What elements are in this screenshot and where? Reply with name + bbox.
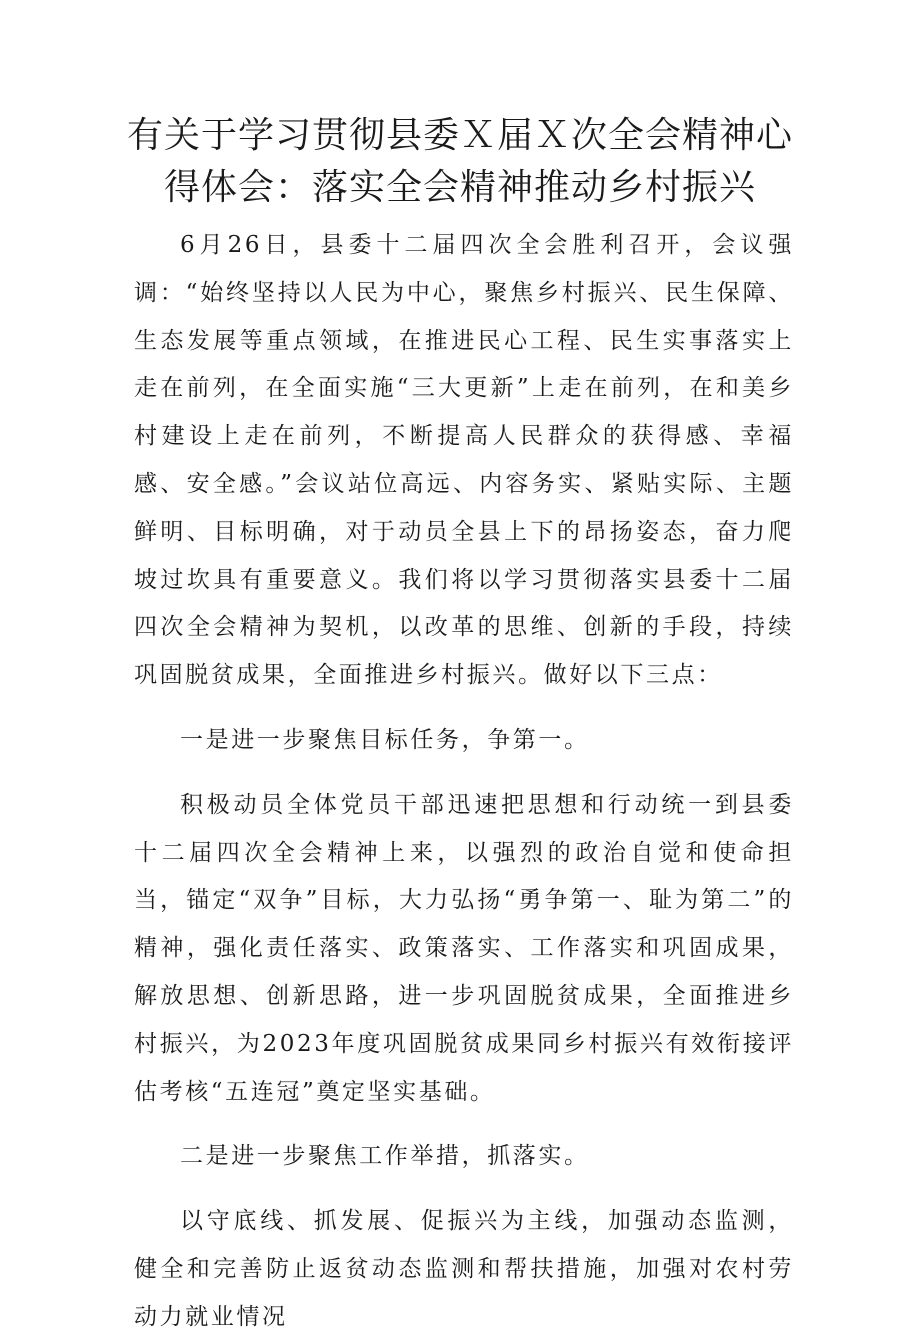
paragraph-section-1: 积极动员全体党员干部迅速把思想和行动统一到县委十二届四次全会精神上来，以强烈的政治自觉和使命担当，锚定“双争”目标，大力弘扬“勇争第一、耻为第二”的精神，强化责任落实、政策落实、工作落实和巩固成果，解放思想、创新思路，进一步巩固脱贫成果，全面推进乡村振兴，为2023年度巩固脱贫成果同乡村振兴有效衔接评估考核“五连冠”奠定坚实基础。 bbox=[134, 791, 794, 1105]
section-heading-2: 二是进一步聚焦工作举措，抓落实。 bbox=[180, 1143, 590, 1170]
paragraph-section-2: 以守底线、抓发展、促振兴为主线，加强动态监测，健全和完善防止返贫动态监测和帮扶措施，加强对农村劳动力就业情况 bbox=[134, 1208, 794, 1330]
section-heading-1: 一是进一步聚焦目标任务，争第一。 bbox=[180, 726, 590, 753]
document-title: 有关于学习贯彻县委Ｘ届Ｘ次全会精神心得体会：落实全会精神推动乡村振兴 bbox=[126, 115, 793, 208]
document-body bbox=[134, 222, 794, 1342]
paragraph-intro: 6月26日，县委十二届四次全会胜利召开，会议强调：“始终坚持以人民为中心，聚焦乡村振兴、民生保障、生态发展等重点领域，在推进民心工程、民生实事落实上走在前列，在全面实施“三大更新”上走在前列，在和美乡村建设上走在前列，不断提高人民群众的获得感、幸福感、安全感。”会议站位高远、内容务实、紧贴实际、主题鲜明、目标明确，对于动员全县上下的昂扬姿态，奋力爬坡过坎具有重要意义。我们将以学习贯彻落实县委十二届四次全会精神为契机，以改革的思维、创新的手段，持续巩固脱贫成果，全面推进乡村振兴。做好以下三点： bbox=[134, 232, 794, 689]
